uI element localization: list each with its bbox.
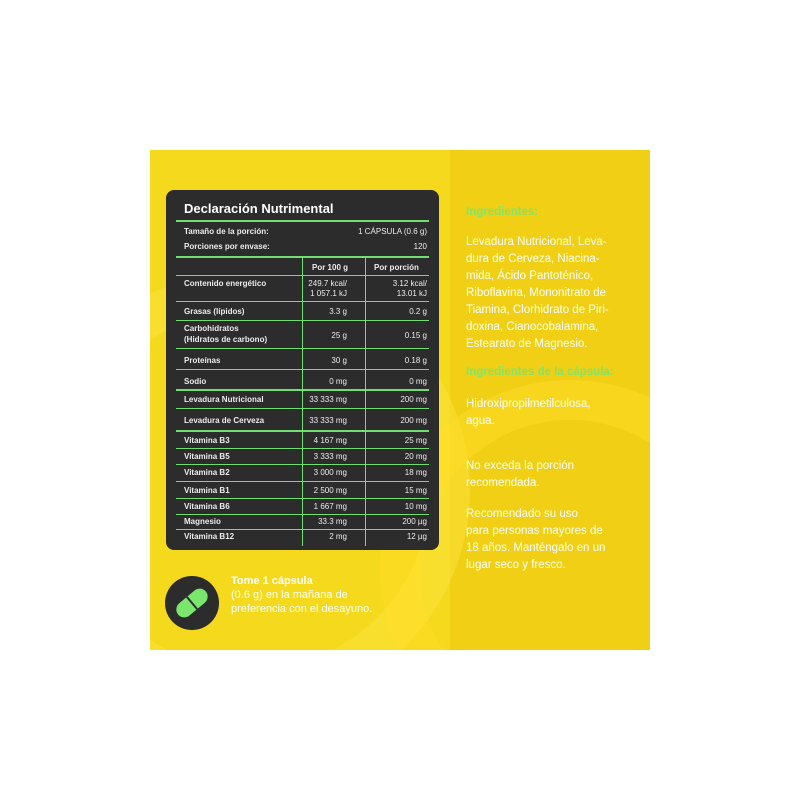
divider [176,464,429,465]
nutrient-label: Carbohidratos [184,324,239,333]
per100-value: 33 333 mg [309,416,347,425]
servings-label: Porciones por envase: [184,242,270,251]
perserving-value: 13.01 kJ [396,289,427,298]
nutrition-table [166,190,439,550]
per100-value: 249.7 kcal/ [308,279,347,288]
ingredients-line: Levadura Nutricional, Leva- [466,236,607,248]
divider [176,389,429,391]
perserving-value: 0.18 g [404,356,427,365]
capsule-icon [165,576,219,630]
divider [176,498,429,499]
col2-header: Por porción [374,263,419,272]
perserving-value: 0.15 g [404,331,427,340]
perserving-value: 200 mg [400,416,427,425]
nutrient-label: Grasas (lípidos) [184,307,245,316]
perserving-value: 3.12 kcal/ [392,279,427,288]
per100-value: 3.3 g [329,307,347,316]
divider [176,320,429,321]
ingredients-line: Tiamina, Clorhidrato de Piri- [466,304,609,316]
nutrient-label: Vitamina B1 [184,486,230,495]
dosage-instructions [231,574,421,616]
per100-value: 2 mg [329,532,347,541]
perserving-value: 200 mg [400,395,427,404]
per100-value: 3 000 mg [313,468,347,477]
nutrient-label: Vitamina B5 [184,452,230,461]
dosage-bold: Tome 1 cápsula [231,575,313,587]
per100-value: 1 667 mg [313,502,347,511]
serving-size-label: Tamaño de la porción: [184,227,269,236]
perserving-value: 10 mg [404,502,427,511]
per100-value: 0 mg [329,377,347,386]
warning-line: No exceda la porción [466,460,575,472]
divider [176,408,429,409]
dosage-line: preferencia con el desayuno. [231,603,373,615]
nutrient-label: Proteínas [184,356,221,365]
table-title: Declaración Nutrimental [184,201,334,216]
per100-value: 33 333 mg [309,395,347,404]
perserving-value: 0 mg [409,377,427,386]
nutrient-label: Levadura Nutricional [184,395,264,404]
divider [176,369,429,370]
ingredients-line: dura de Cerveza, Niacina- [466,253,600,265]
ingredients-text [466,234,636,353]
per100-value: 33.3 mg [318,517,347,526]
nutrient-label: Sodio [184,377,207,386]
per100-value: 4 167 mg [313,436,347,445]
divider [176,529,429,530]
perserving-value: 20 mg [404,452,427,461]
per100-value: 3 333 mg [313,452,347,461]
perserving-value: 200 µg [402,517,427,526]
serving-size-value: 1 CÁPSULA (0.6 g) [358,227,427,236]
capsule-ingredients-line: agua. [466,415,495,427]
perserving-value: 12 µg [406,532,427,541]
recommendation-line: Recomendado su uso [466,508,578,520]
nutrient-label: Levadura de Cerveza [184,416,265,425]
ingredients-line: mida, Ácido Pantoténico, [466,270,594,282]
divider [176,220,429,222]
per100-value: 30 g [331,356,347,365]
perserving-value: 18 mg [404,468,427,477]
warning-line: recomendada. [466,477,540,489]
nutrient-label: Vitamina B3 [184,436,230,445]
nutrient-label: Vitamina B12 [184,532,235,541]
dosage-line: (0.6 g) en la mañana de [231,589,348,601]
recommendation-line: para personas mayores de [466,525,603,537]
capsule-ingredients-line: Hidroxipropilmetilculosa, [466,398,591,410]
divider [176,448,429,449]
recommendation-text [466,506,636,574]
perserving-value: 25 mg [404,436,427,445]
servings-value: 120 [413,242,427,251]
col1-header: Por 100 g [312,263,349,272]
divider [176,301,429,302]
capsule-badge [165,576,219,630]
nutrient-label: Vitamina B2 [184,468,230,477]
ingredients-line: Estearato de Magnesio. [466,338,588,350]
divider [176,275,429,276]
nutrient-label: Vitamina B6 [184,502,230,511]
ingredients-title: Ingredientes: [466,206,539,218]
ingredients-line: Riboflavina, Mononitrato de [466,287,606,299]
ingredients-line: doxina, Cianocobalamina, [466,321,599,333]
perserving-value: 0.2 g [409,307,427,316]
recommendation-line: 18 años. Manténgalo en un [466,542,606,554]
divider [176,348,429,349]
divider [176,430,429,432]
nutrient-label: Contenido energético [184,279,267,288]
recommendation-line: lugar seco y fresco. [466,559,566,571]
divider [176,481,429,482]
capsule-ingredients-title: Ingredientes de la cápsula: [466,366,614,378]
per100-value: 1 057.1 kJ [310,289,347,298]
divider [176,514,429,515]
nutrient-label: (Hidratos de carbono) [184,335,268,344]
warning-text [466,458,636,492]
per100-value: 2 500 mg [313,486,347,495]
capsule-ingredients-text [466,396,636,430]
perserving-value: 15 mg [404,486,427,495]
per100-value: 25 g [331,331,347,340]
nutrient-label: Magnesio [184,517,221,526]
